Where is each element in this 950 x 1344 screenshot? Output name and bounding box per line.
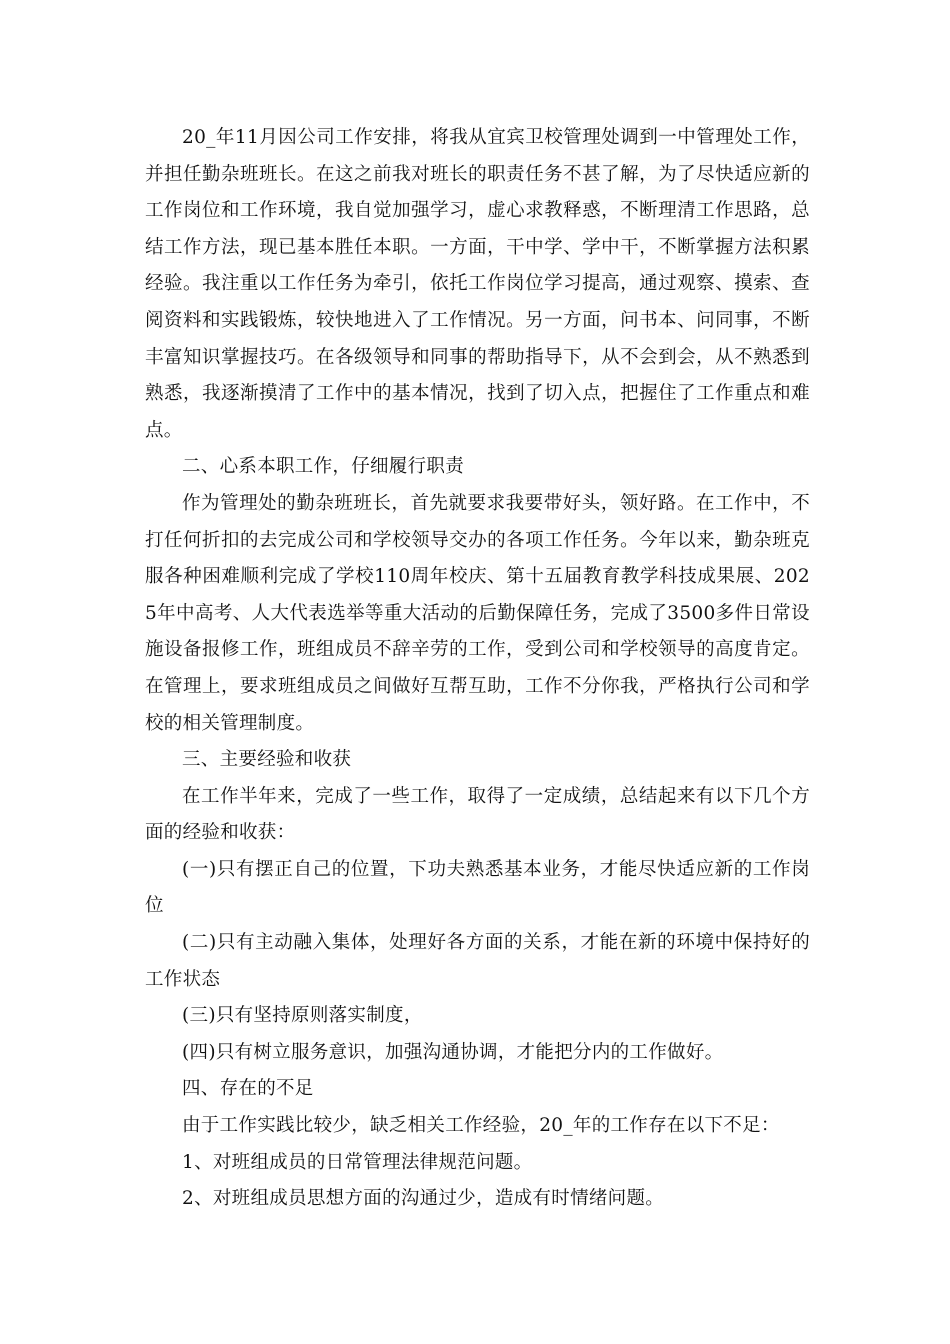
paragraph-experience-intro: 在工作半年来，完成了一些工作，取得了一定成绩，总结起来有以下几个方面的经验和收获： (145, 785, 810, 844)
document-body (145, 120, 810, 1218)
section-heading-experience: 三、主要经验和收获 (182, 749, 352, 771)
section-heading-duties: 二、心系本职工作，仔细履行职责 (182, 456, 465, 478)
list-item-experience-3: (三)只有坚持原则落实制度， (182, 1005, 423, 1027)
section-heading-shortcomings: 四、存在的不足 (182, 1078, 314, 1100)
list-item-experience-2: (二)只有主动融入集体，处理好各方面的关系，才能在新的环境中保持好的工作状态 (145, 932, 810, 990)
list-item-experience-1: (一)只有摆正自己的位置，下功夫熟悉基本业务，才能尽快适应新的工作岗位 (145, 858, 810, 917)
list-item-shortcoming-2: 2、对班组成员思想方面的沟通过少，造成有时情绪问题。 (182, 1188, 665, 1210)
list-item-shortcoming-1: 1、对班组成员的日常管理法律规范问题。 (182, 1151, 533, 1173)
paragraph-duties: 作为管理处的勤杂班班长，首先就要求我要带好头，领好路。在工作中，不打任何折扣的去完成公司和学校领导交办的各项工作任务。今年以来，勤杂班克服各种困难顺利完成了学校110周年校庆、第十五届教育教学科技成果展、2025年中高考、人大代表选举等重大活动的后勤保障任务，完成了3500多件日常设施设备报修工作，班组成员不辞辛劳的工作，受到公司和学校领导的高度肯定。在管理上，要求班组成员之间做好互帮互助，工作不分你我，严格执行公司和学校的相关管理制度。 (145, 492, 810, 734)
paragraph-shortcomings-intro: 由于工作实践比较少，缺乏相关工作经验，20_年的工作存在以下不足： (182, 1115, 780, 1137)
list-item-experience-4: (四)只有树立服务意识，加强沟通协调，才能把分内的工作做好。 (182, 1041, 724, 1063)
paragraph-intro: 20_年11月因公司工作安排，将我从宜宾卫校管理处调到一中管理处工作，并担任勤杂班班长。在这之前我对班长的职责任务不甚了解，为了尽快适应新的工作岗位和工作环境，我自觉加强学习，虚心求教释惑，不断理清工作思路，总结工作方法，现已基本胜任本职。一方面，干中学、学中干，不断掌握方法积累经验。我注重以工作任务为牵引，依托工作岗位学习提高，通过观察、摸索、查阅资料和实践锻炼，较快地进入了工作情况。另一方面，问书本、问同事，不断丰富知识掌握技巧。在各级领导和同事的帮助指导下，从不会到会，从不熟悉到熟悉，我逐渐摸清了工作中的基本情况，找到了切入点，把握住了工作重点和难点。 (145, 127, 810, 441)
